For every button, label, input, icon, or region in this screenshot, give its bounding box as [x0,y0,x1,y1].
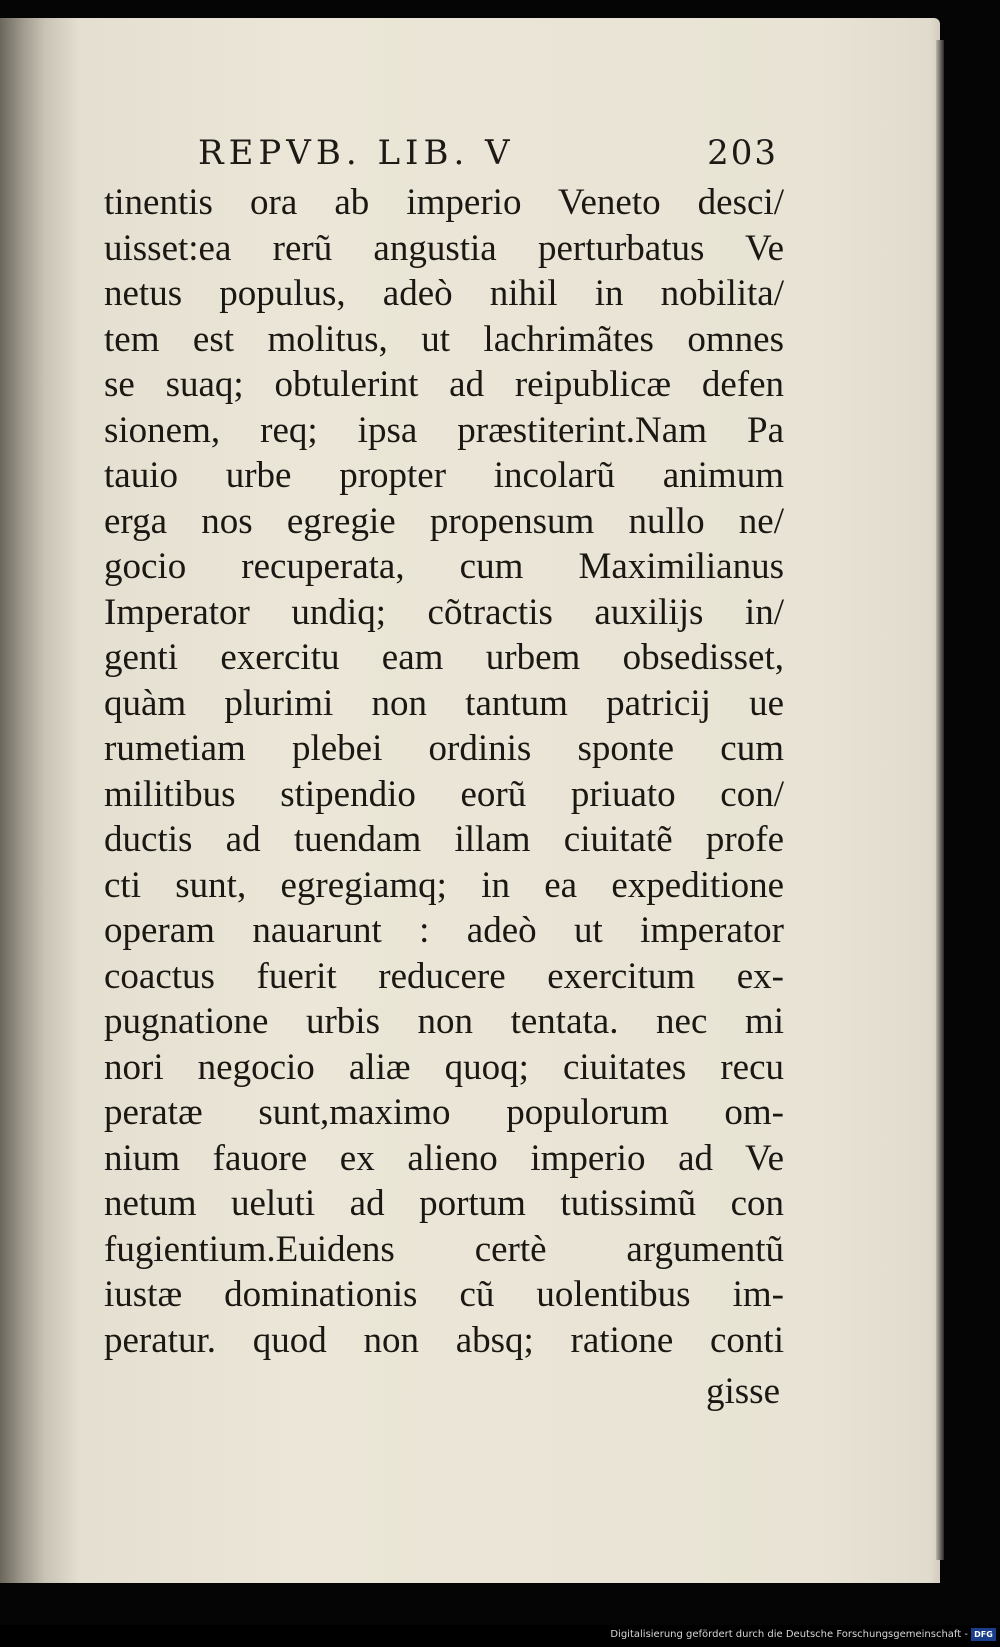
text-line: Imperator undiq; cõtractis auxilijs in/ [104,591,784,633]
text-line: uisset:ea rerũ angustia perturbatus Ve [104,227,784,269]
catchword: gisse [706,1371,780,1412]
footer-bar [0,1625,1000,1647]
text-line: iustæ dominationis cũ uolentibus im- [104,1274,784,1315]
text-line: netum ueluti ad portum tutissimũ con [104,1183,784,1224]
running-head-title: REPVB. LIB. V [198,133,515,173]
text-line: nium fauore ex alieno imperio ad Ve [104,1137,784,1179]
text-line: tinentis ora ab imperio Veneto desci/ [104,182,784,223]
dfg-logo: DFG [971,1628,996,1641]
text-line: cti sunt, egregiamq; in ea expeditione [104,864,784,906]
text-line: militibus stipendio eorũ priuato con/ [104,773,784,815]
text-line: coactus fuerit reducere exercitum ex- [104,955,784,997]
text-line: pugnatione urbis non tentata. nec mi [104,1001,784,1042]
body-text [104,180,784,1363]
text-line: operam nauarunt : adeò ut imperator [104,910,784,951]
page-edge [936,40,944,1560]
text-line: quàm plurimi non tantum patricij ue [104,682,784,724]
text-line: ductis ad tuendam illam ciuitatẽ profe [104,819,784,860]
text-line: tem est molitus, ut lachrimãtes omnes [104,318,784,360]
text-line: peratur. quod non absq; ratione conti [104,1319,784,1361]
text-line: fugientium.Euidens certè argumentũ [104,1228,784,1270]
text-line: se suaq; obtulerint ad reipublicæ defen [104,364,784,405]
text-line: gocio recuperata, cum Maximilianus [104,546,784,587]
text-line: peratæ sunt,maximo populorum om- [104,1092,784,1133]
text-line: rumetiam plebei ordinis sponte cum [104,728,784,769]
running-head [198,133,778,183]
text-line: nori negocio aliæ quoq; ciuitates recu [104,1046,784,1088]
digitization-credit: Digitalisierung gefördert durch die Deutsche Forschungsgemeinschaft - [610,1629,968,1640]
text-line: sionem, req; ipsa præstiterint.Nam Pa [104,409,784,451]
text-line: erga nos egregie propensum nullo ne/ [104,500,784,542]
text-line: tauio urbe propter incolarũ animum [104,455,784,496]
text-line: genti exercitu eam urbem obsedisset, [104,637,784,678]
page-number: 203 [707,133,778,173]
text-line: netus populus, adeò nihil in nobilita/ [104,273,784,314]
